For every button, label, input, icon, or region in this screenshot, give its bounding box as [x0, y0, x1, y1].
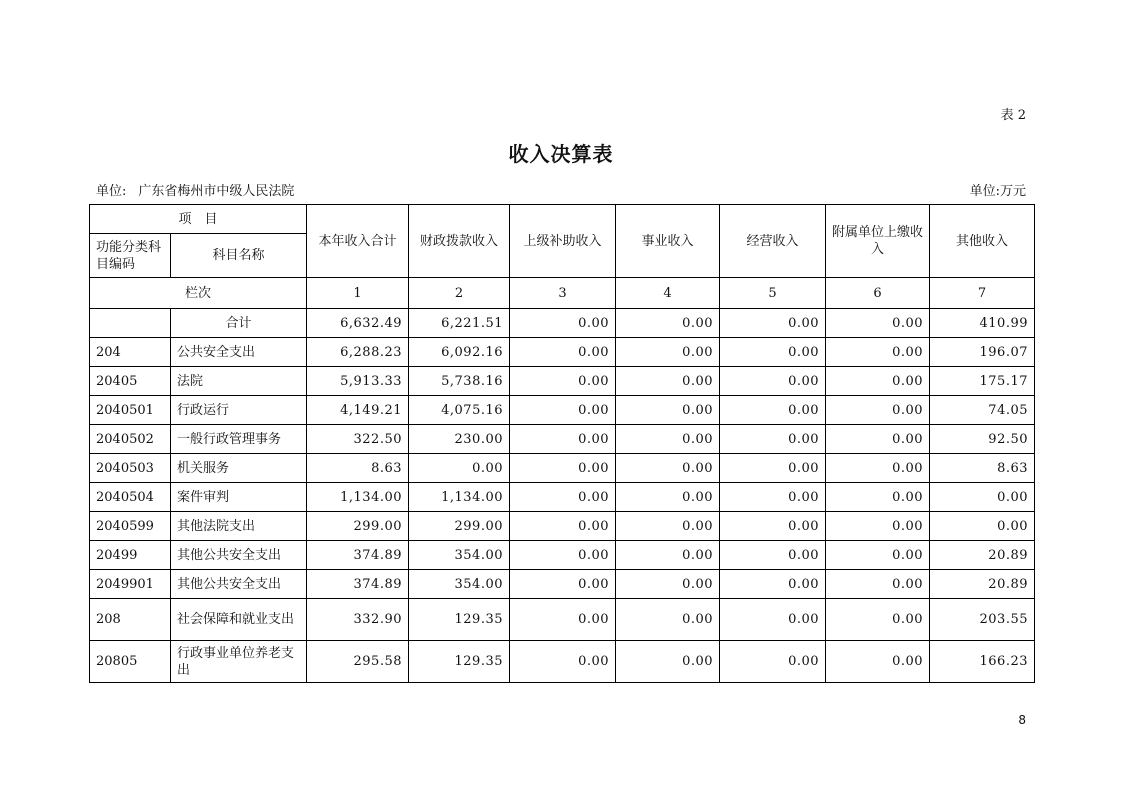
- value-col-4: 0.00: [616, 338, 720, 367]
- value-col-2: 230.00: [409, 425, 510, 454]
- function-code: 2040503: [90, 454, 171, 483]
- value-col-6: 0.00: [826, 454, 930, 483]
- header-col-6: 附属单位上缴收入: [826, 205, 930, 278]
- value-col-6: 0.00: [826, 570, 930, 599]
- table-row: [90, 512, 1035, 541]
- function-code: 204: [90, 338, 171, 367]
- value-col-7: 74.05: [930, 396, 1035, 425]
- value-col-5: 0.00: [720, 483, 826, 512]
- col-number-2: 2: [409, 278, 510, 309]
- value-col-3: 0.00: [510, 570, 616, 599]
- value-col-7: 92.50: [930, 425, 1035, 454]
- header-row-1: [90, 205, 1035, 234]
- function-code: 2040599: [90, 512, 171, 541]
- value-col-2: 299.00: [409, 512, 510, 541]
- value-col-4: 0.00: [616, 512, 720, 541]
- col-number-1: 1: [307, 278, 409, 309]
- value-col-2: 354.00: [409, 541, 510, 570]
- value-col-7: 8.63: [930, 454, 1035, 483]
- table-row: [90, 570, 1035, 599]
- value-col-4: 0.00: [616, 570, 720, 599]
- value-col-6: 0.00: [826, 599, 930, 641]
- header-col-3: 上级补助收入: [510, 205, 616, 278]
- value-col-7: 20.89: [930, 541, 1035, 570]
- value-col-5: 0.00: [720, 599, 826, 641]
- header-col-2: 财政拨款收入: [409, 205, 510, 278]
- function-code: 20499: [90, 541, 171, 570]
- total-value-3: 0.00: [510, 309, 616, 338]
- function-code: 2040504: [90, 483, 171, 512]
- value-col-5: 0.00: [720, 396, 826, 425]
- value-col-3: 0.00: [510, 454, 616, 483]
- page-title: 收入决算表: [508, 142, 614, 166]
- value-col-4: 0.00: [616, 599, 720, 641]
- value-col-1: 322.50: [307, 425, 409, 454]
- subject-name: 公共安全支出: [171, 338, 307, 367]
- value-col-7: 20.89: [930, 570, 1035, 599]
- value-col-2: 129.35: [409, 641, 510, 683]
- value-col-7: 0.00: [930, 512, 1035, 541]
- subject-name: 机关服务: [171, 454, 307, 483]
- value-col-2: 354.00: [409, 570, 510, 599]
- subject-name: 其他法院支出: [171, 512, 307, 541]
- value-col-6: 0.00: [826, 425, 930, 454]
- value-col-4: 0.00: [616, 641, 720, 683]
- total-row: [90, 309, 1035, 338]
- function-code: 2040502: [90, 425, 171, 454]
- header-subject-name: 科目名称: [171, 234, 307, 278]
- value-col-2: 129.35: [409, 599, 510, 641]
- income-table: [89, 204, 1035, 683]
- value-col-1: 374.89: [307, 570, 409, 599]
- total-value-2: 6,221.51: [409, 309, 510, 338]
- header-col-1: 本年收入合计: [307, 205, 409, 278]
- table-number: 表 2: [1000, 108, 1026, 123]
- currency-unit: 单位:万元: [969, 184, 1026, 199]
- value-col-1: 8.63: [307, 454, 409, 483]
- value-col-1: 5,913.33: [307, 367, 409, 396]
- header-col-5: 经营收入: [720, 205, 826, 278]
- col-number-4: 4: [616, 278, 720, 309]
- value-col-5: 0.00: [720, 541, 826, 570]
- value-col-5: 0.00: [720, 367, 826, 396]
- value-col-3: 0.00: [510, 483, 616, 512]
- subject-name: 案件审判: [171, 483, 307, 512]
- value-col-3: 0.00: [510, 367, 616, 396]
- header-item: 项 目: [90, 205, 307, 234]
- row-label: 栏次: [90, 278, 307, 309]
- value-col-4: 0.00: [616, 367, 720, 396]
- subject-name: 行政运行: [171, 396, 307, 425]
- total-value-7: 410.99: [930, 309, 1035, 338]
- value-col-3: 0.00: [510, 599, 616, 641]
- value-col-1: 1,134.00: [307, 483, 409, 512]
- value-col-4: 0.00: [616, 425, 720, 454]
- value-col-1: 295.58: [307, 641, 409, 683]
- unit-name: 广东省梅州市中级人民法院: [138, 184, 295, 199]
- table-row: [90, 367, 1035, 396]
- function-code: 2049901: [90, 570, 171, 599]
- subject-name: 法院: [171, 367, 307, 396]
- table-row: [90, 541, 1035, 570]
- table-row: [90, 641, 1035, 683]
- value-col-3: 0.00: [510, 338, 616, 367]
- page-number: 8: [1018, 713, 1026, 727]
- value-col-6: 0.00: [826, 483, 930, 512]
- value-col-4: 0.00: [616, 483, 720, 512]
- value-col-1: 6,288.23: [307, 338, 409, 367]
- value-col-5: 0.00: [720, 338, 826, 367]
- value-col-7: 166.23: [930, 641, 1035, 683]
- value-col-5: 0.00: [720, 570, 826, 599]
- value-col-6: 0.00: [826, 367, 930, 396]
- table-row: [90, 599, 1035, 641]
- value-col-6: 0.00: [826, 541, 930, 570]
- value-col-4: 0.00: [616, 396, 720, 425]
- function-code: 208: [90, 599, 171, 641]
- col-number-6: 6: [826, 278, 930, 309]
- header-col-7: 其他收入: [930, 205, 1035, 278]
- value-col-7: 0.00: [930, 483, 1035, 512]
- function-code: 2040501: [90, 396, 171, 425]
- col-number-5: 5: [720, 278, 826, 309]
- value-col-7: 196.07: [930, 338, 1035, 367]
- value-col-4: 0.00: [616, 454, 720, 483]
- value-col-6: 0.00: [826, 512, 930, 541]
- function-code: 20805: [90, 641, 171, 683]
- value-col-3: 0.00: [510, 396, 616, 425]
- subject-name: 行政事业单位养老支出: [171, 641, 307, 683]
- subject-name: 其他公共安全支出: [171, 570, 307, 599]
- value-col-1: 374.89: [307, 541, 409, 570]
- table-row: [90, 338, 1035, 367]
- function-code: 20405: [90, 367, 171, 396]
- value-col-2: 4,075.16: [409, 396, 510, 425]
- table-row: [90, 396, 1035, 425]
- value-col-2: 0.00: [409, 454, 510, 483]
- subject-name: 其他公共安全支出: [171, 541, 307, 570]
- value-col-5: 0.00: [720, 641, 826, 683]
- value-col-3: 0.00: [510, 425, 616, 454]
- column-number-row: [90, 278, 1035, 309]
- value-col-2: 5,738.16: [409, 367, 510, 396]
- value-col-2: 1,134.00: [409, 483, 510, 512]
- value-col-6: 0.00: [826, 338, 930, 367]
- value-col-4: 0.00: [616, 541, 720, 570]
- value-col-6: 0.00: [826, 641, 930, 683]
- value-col-2: 6,092.16: [409, 338, 510, 367]
- subject-name: 一般行政管理事务: [171, 425, 307, 454]
- value-col-1: 4,149.21: [307, 396, 409, 425]
- total-value-6: 0.00: [826, 309, 930, 338]
- table-row: [90, 425, 1035, 454]
- header-func-code: 功能分类科目编码: [90, 234, 171, 278]
- reporting-unit: [96, 180, 294, 199]
- value-col-1: 299.00: [307, 512, 409, 541]
- total-code-empty: [90, 309, 171, 338]
- value-col-5: 0.00: [720, 454, 826, 483]
- value-col-5: 0.00: [720, 425, 826, 454]
- value-col-7: 203.55: [930, 599, 1035, 641]
- table-row: [90, 454, 1035, 483]
- subject-name: 社会保障和就业支出: [171, 599, 307, 641]
- value-col-3: 0.00: [510, 512, 616, 541]
- value-col-3: 0.00: [510, 641, 616, 683]
- table-row: [90, 483, 1035, 512]
- value-col-1: 332.90: [307, 599, 409, 641]
- col-number-7: 7: [930, 278, 1035, 309]
- value-col-3: 0.00: [510, 541, 616, 570]
- value-col-7: 175.17: [930, 367, 1035, 396]
- total-value-5: 0.00: [720, 309, 826, 338]
- total-value-1: 6,632.49: [307, 309, 409, 338]
- value-col-5: 0.00: [720, 512, 826, 541]
- header-col-4: 事业收入: [616, 205, 720, 278]
- total-label: 合计: [171, 309, 307, 338]
- unit-label: 单位:: [96, 184, 127, 199]
- total-value-4: 0.00: [616, 309, 720, 338]
- col-number-3: 3: [510, 278, 616, 309]
- value-col-6: 0.00: [826, 396, 930, 425]
